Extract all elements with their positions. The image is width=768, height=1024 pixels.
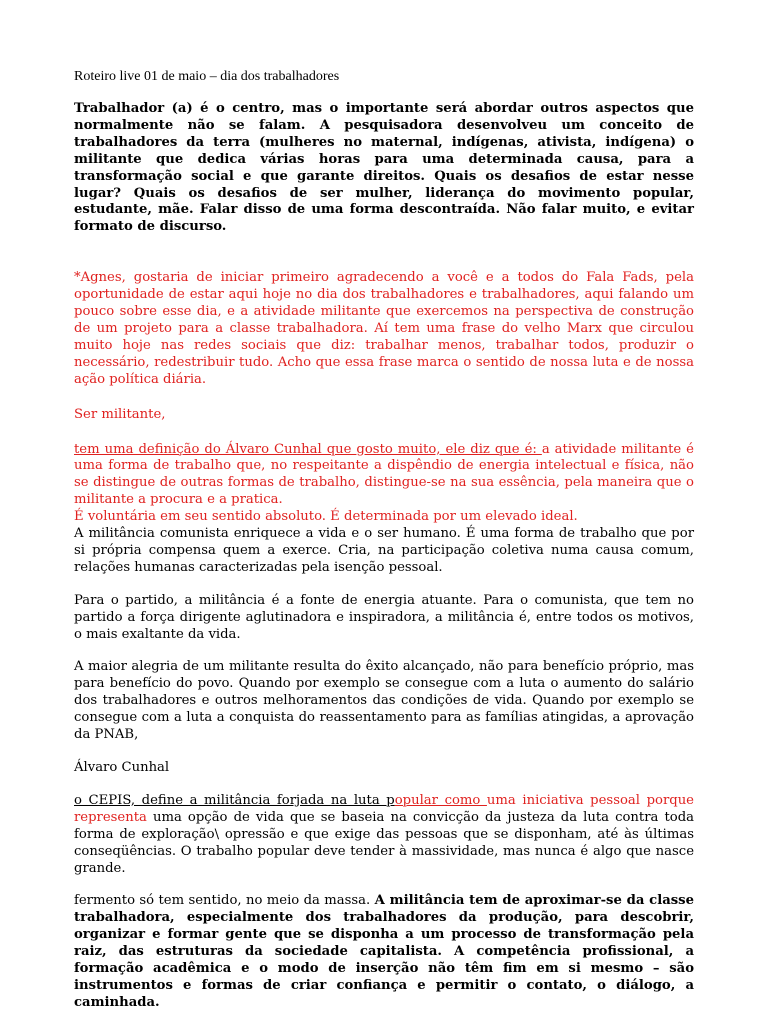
author-line: Álvaro Cunhal <box>74 760 170 775</box>
partido-paragraph: Para o partido, a militância é a fonte de energia atuante. Para o comunista, que tem no partido a força dirigente aglutinadora e inspiradora, a militância é, entre todos os motivos, o mais exaltante da vida. <box>74 592 694 642</box>
cepis-red-text: uma iniciativa pessoal porque representa <box>74 792 694 825</box>
cunhal-definition-paragraph <box>74 442 694 510</box>
comunista-paragraph: A militância comunista enriquece a vida e o ser humano. É uma forma de trabalho que por si própria compensa quem a exerce. Cria, na participação coletiva numa causa comum, relações humanas caracterizadas pela isenção pessoal. <box>74 526 694 575</box>
fermento-plain-text: fermento só tem sentido, no meio da massa. <box>74 893 375 909</box>
fermento-bold-text: A militância tem de aproximar-se da classe trabalhadora, especialmente dos trabalhadores da produção, para descobrir, organizar e formar gente que se disponha a um processo de transformação pela raiz, das estruturas da sociedade capitalista. A competência profissional, a formação acadêmica e o modo de inserção não têm fim em si mesmo – são instrumentos e formas de criar confiança e permitir o contato, o diálogo, a caminhada. <box>74 893 694 1010</box>
cepis-underlined-red-text: opular como <box>394 792 487 808</box>
cepis-paragraph <box>74 793 694 878</box>
document-title: Roteiro live 01 de maio – dia dos trabalhadores <box>74 69 340 84</box>
intro-paragraph: Trabalhador (a) é o centro, mas o importante será abordar outros aspectos que normalmente não se falam. A pesquisadora desenvolveu um conceito de trabalhadores da terra (mulheres no maternal, indígenas, ativista, indígena) o militante que dedica várias horas para uma determinada causa, para a transformação social e que garante direitos. Quais os desafios de estar nesse lugar? Quais os desafios de ser mulher, liderança do movimento popular, estudante, mãe. Falar disso de uma forma descontraída. Não falar muito, e evitar formato de discurso. <box>74 101 694 235</box>
ser-militante-heading: Ser militante, <box>74 406 166 422</box>
fermento-paragraph <box>74 893 694 1011</box>
agnes-paragraph: *Agnes, gostaria de iniciar primeiro agradecendo a você e a todos do Fala Fads, pela oportunidade de estar aqui hoje no dia dos trabalhadores e trabalhadores, aqui falando um pouco sobre esse dia, e a atividade militante que exercemos na perspectiva de construção de um projeto para a classe trabalhadora. Aí tem uma frase do velho Marx que circulou muito hoje nas redes sociais que diz: trabalhar menos, trabalhar todos, produzir o necessário, redestribuir tudo. Acho que essa frase marca o sentido de nossa luta e de nossa ação política diária. <box>74 270 694 387</box>
cepis-rest-text: uma opção de vida que se baseia na convicção da justeza da luta contra toda forma de exploração\ opressão e que exige das pessoas que se disponham, até às últimas conseqüências. O trabalho popular deve tender à massividade, mas nunca é algo que nasce grande. <box>74 809 694 876</box>
voluntaria-line: É voluntária em seu sentido absoluto. É determinada por um elevado ideal. <box>74 509 578 525</box>
alegria-paragraph: A maior alegria de um militante resulta do êxito alcançado, não para benefício próprio, mas para benefício do povo. Quando por exemplo se consegue com a luta o aumento do salário dos trabalhadores e outros melhoramentos das condições de vida. Quando por exemplo se consegue com a luta a conquista do reassentamento para as famílias atingidas, a aprovação da PNAB, <box>74 659 694 743</box>
cunhal-rest-text: a atividade militante é uma forma de trabalho que, no respeitante a dispêndio de energia intelectual e física, não se distingue de outras formas de trabalho, distingue-se na sua essência, pela maneira que o militante a procura e a pratica. <box>74 441 694 508</box>
cunhal-underlined-text: tem uma definição do Álvaro Cunhal que gosto muito, ele diz que é: <box>74 441 542 457</box>
cepis-underlined-text: o CEPIS, define a militância forjada na luta p <box>74 792 395 808</box>
